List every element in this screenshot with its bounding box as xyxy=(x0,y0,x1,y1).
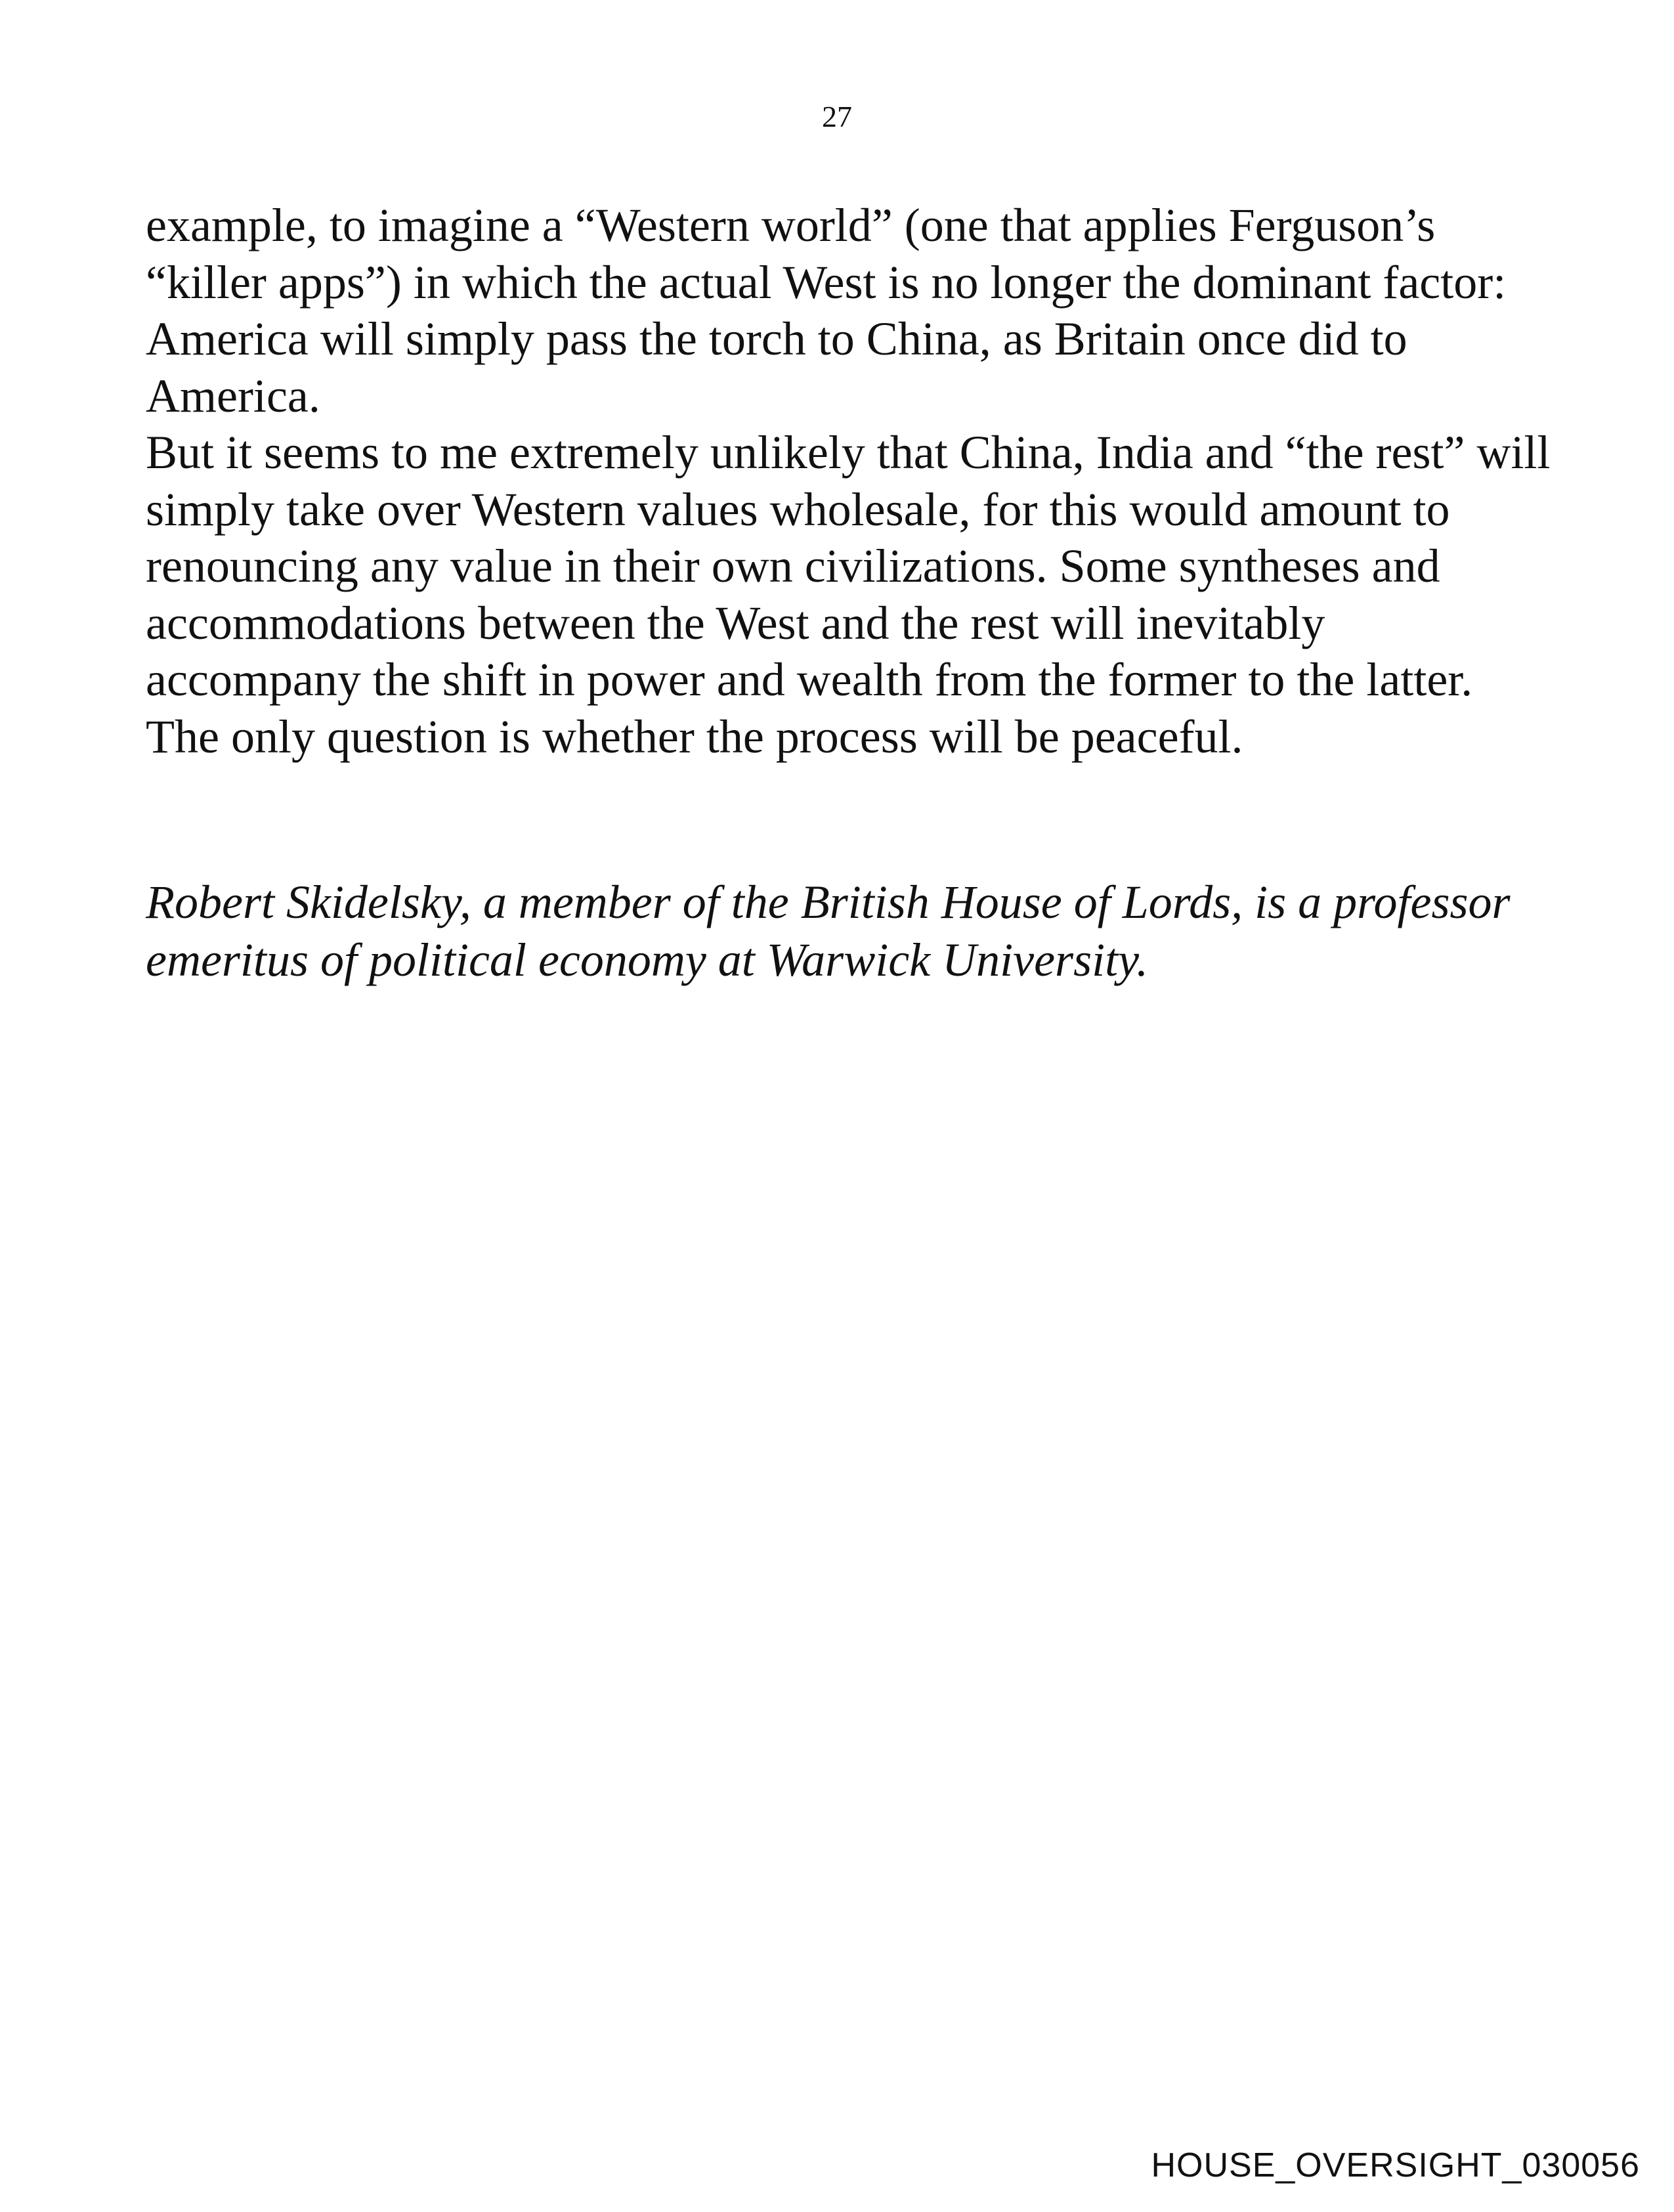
author-byline: Robert Skidelsky, a member of the British House of Lords, is a professor emeritus of political economy at Warwick University. xyxy=(146,876,1511,986)
article-body xyxy=(146,197,1551,765)
page-number: 27 xyxy=(822,100,852,133)
bates-number: HOUSE_OVERSIGHT_030056 xyxy=(1151,2146,1640,2184)
paragraph: But it seems to me extremely unlikely that China, India and “the rest” will simply take over Western values wholesale, for this would amount to renouncing any value in their own civilizations. Some syntheses and accommodations between the West and the rest will inevitably accompany the shift in power and wealth from the former to the latter. The only question is whether the process will be peaceful. xyxy=(146,426,1551,763)
paragraph: example, to imagine a “Western world” (one that applies Ferguson’s “killer apps”) in which the actual West is no longer the dominant factor: America will simply pass the torch to China, as Britain once did to America. xyxy=(146,199,1507,422)
